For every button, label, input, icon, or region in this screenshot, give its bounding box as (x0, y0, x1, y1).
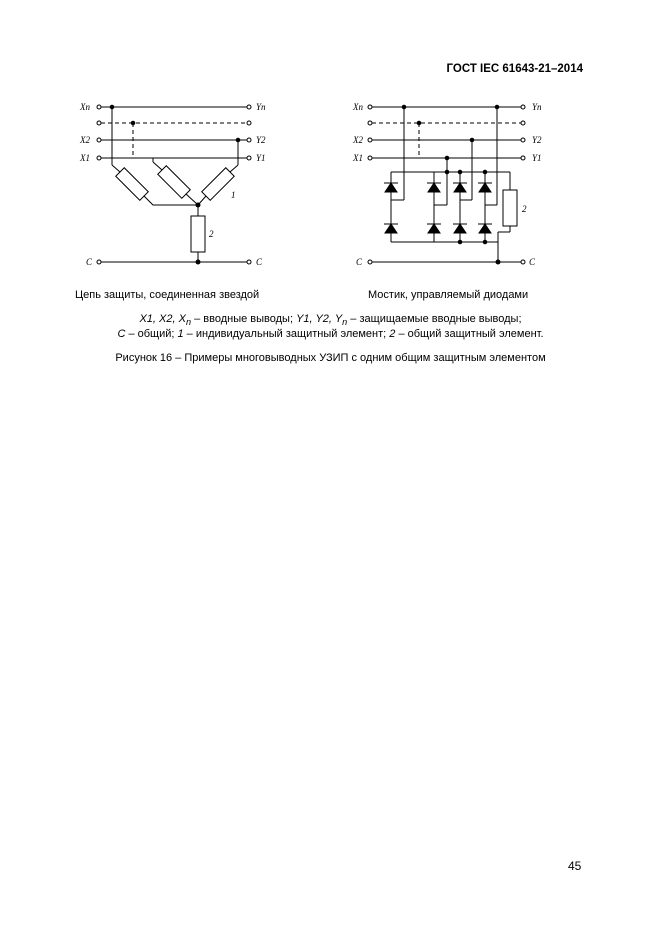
bridge-terminal-y2-label: Y2 (532, 135, 542, 145)
legend-element-2-desc: – общий защитный элемент. (395, 328, 544, 340)
page-number: 45 (568, 859, 582, 873)
bridge-terminal-c-label: C (356, 257, 363, 267)
figure-caption: Рисунок 16 – Примеры многовыводных УЗИП с одним общим защитным элементом (115, 352, 546, 364)
legend-line-1 (0, 313, 661, 327)
legend-input-terminals: X1, X2, X (139, 313, 186, 325)
legend-sub-n-2: n (342, 317, 348, 328)
left-diagram-caption: Цепь защиты, соединенная звездой (75, 289, 260, 301)
legend-input-desc: – вводные выводы; (191, 313, 297, 325)
legend-element-1-desc: – индивидуальный защитный элемент; (183, 328, 390, 340)
legend-line-2 (0, 328, 661, 340)
star-circuit-diagram (97, 105, 251, 264)
bridge-terminal-c-right-label: C (529, 257, 536, 267)
legend-sub-n: n (185, 317, 192, 328)
circuit-figures (0, 0, 661, 300)
diode-symbols (384, 105, 500, 264)
bridge-element-2-label: 2 (522, 204, 527, 214)
bridge-terminal-yn-label: Yn (532, 102, 542, 112)
bridge-terminal-x1-label: X1 (353, 153, 363, 163)
terminal-x2-label: X2 (80, 135, 90, 145)
terminal-yn-label: Yn (256, 102, 266, 112)
terminal-y1-label: Y1 (256, 153, 266, 163)
element-2-label: 2 (209, 229, 214, 239)
legend-protected-desc: – защищаемые вводные выводы; (347, 313, 522, 325)
terminal-x1-label: X1 (80, 153, 90, 163)
element-1-label: 1 (231, 190, 236, 200)
bridge-terminal-xn-label: Xn (353, 102, 363, 112)
legend-protected-terminals: Y1, Y2, Y (296, 313, 343, 325)
legend-element-1-symbol: 1 (177, 328, 184, 340)
bridge-terminal-y1-label: Y1 (532, 153, 542, 163)
legend-common-desc: – общий; (125, 328, 178, 340)
right-diagram-caption: Мостик, управляемый диодами (368, 289, 529, 301)
legend-element-2-symbol: 2 (389, 328, 396, 340)
terminal-c-right-label: C (256, 257, 263, 267)
legend-common-symbol: C (117, 328, 126, 340)
document-header: ГОСТ IEC 61643-21–2014 (446, 63, 583, 75)
terminal-c-label: C (86, 257, 93, 267)
terminal-xn-label: Xn (80, 102, 90, 112)
terminal-y2-label: Y2 (256, 135, 266, 145)
bridge-terminal-x2-label: X2 (353, 135, 363, 145)
